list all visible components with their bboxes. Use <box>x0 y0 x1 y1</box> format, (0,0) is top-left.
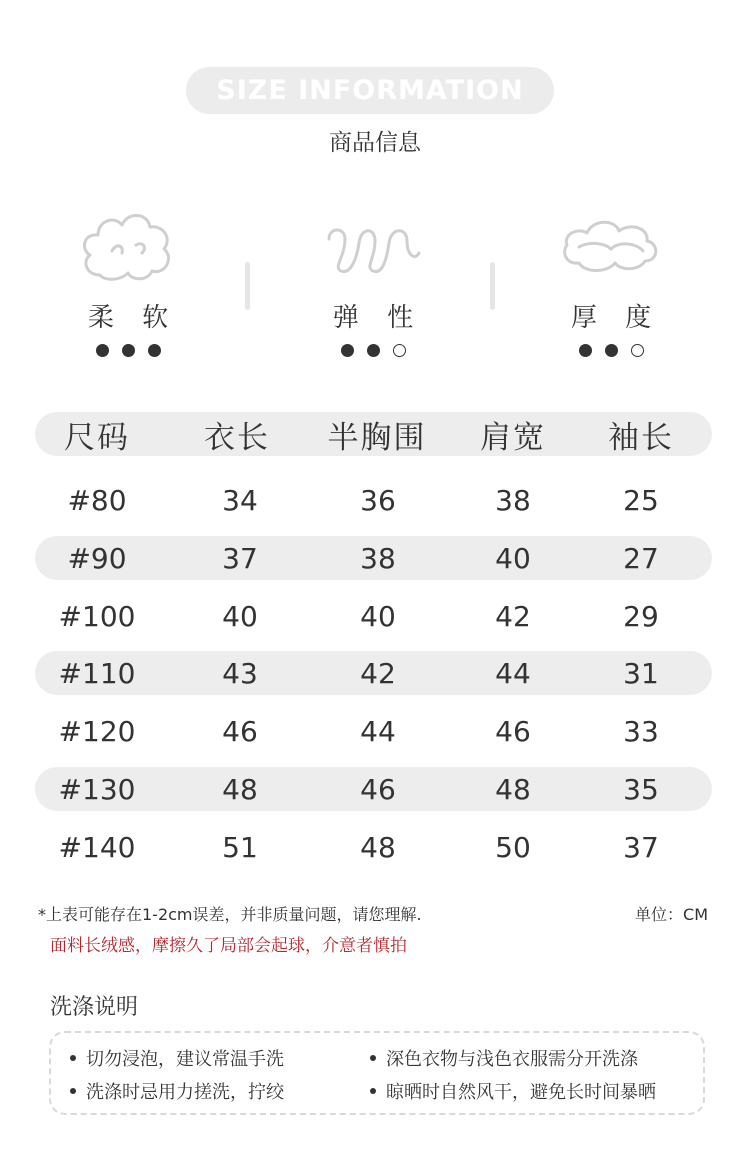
rating-dots <box>288 344 458 357</box>
value-cell: 27 <box>623 541 659 575</box>
value-cell: 38 <box>360 541 396 575</box>
size-cell: #110 <box>58 656 136 690</box>
rating-dots <box>526 344 696 357</box>
feature-divider <box>245 262 250 310</box>
feature-elasticity <box>288 205 458 357</box>
value-cell: 46 <box>495 714 531 748</box>
washing-item-text: 洗涤时忌用力搓洗，拧绞 <box>86 1082 284 1103</box>
value-cell: 34 <box>222 483 258 517</box>
measurement-error-note: *上表可能存在1-2cm误差，并非质量问题，请您理解. <box>38 905 422 924</box>
rating-dots <box>43 344 213 357</box>
value-cell: 50 <box>495 830 531 864</box>
table-row <box>35 825 712 869</box>
spring-icon <box>323 205 423 285</box>
rating-dot-empty <box>631 344 644 357</box>
table-row <box>35 478 712 522</box>
feature-softness <box>43 205 213 357</box>
value-cell: 48 <box>222 772 258 806</box>
size-cell: #80 <box>67 483 127 517</box>
rating-dot-filled <box>579 344 592 357</box>
rating-dot-filled <box>148 344 161 357</box>
value-cell: 43 <box>222 656 258 690</box>
bullet-icon <box>70 1088 76 1094</box>
column-header: 袖长 <box>608 419 674 456</box>
rating-dot-filled <box>122 344 135 357</box>
size-cell: #130 <box>58 772 136 806</box>
value-cell: 40 <box>222 599 258 633</box>
size-cell: #90 <box>67 541 127 575</box>
value-cell: 35 <box>623 772 659 806</box>
value-cell: 46 <box>222 714 258 748</box>
value-cell: 29 <box>623 599 659 633</box>
column-header: 尺码 <box>64 419 130 456</box>
size-cell: #100 <box>58 599 136 633</box>
bullet-icon <box>70 1055 76 1061</box>
size-cell: #120 <box>58 714 136 748</box>
washing-title: 洗涤说明 <box>50 995 139 1020</box>
value-cell: 40 <box>495 541 531 575</box>
rating-dot-filled <box>96 344 109 357</box>
value-cell: 25 <box>623 483 659 517</box>
value-cell: 40 <box>360 599 396 633</box>
value-cell: 37 <box>623 830 659 864</box>
cloud-icon <box>78 205 178 285</box>
table-header-row <box>35 412 712 456</box>
pilling-warning: 面料长绒感，摩擦久了局部会起球，介意者慎拍 <box>50 936 407 956</box>
washing-item <box>70 1045 284 1071</box>
column-header: 半胸围 <box>327 419 427 456</box>
washing-item <box>370 1078 656 1104</box>
layered-cloud-icon <box>559 205 663 285</box>
washing-item-text: 深色衣物与浅色衣服需分开洗涤 <box>386 1049 638 1070</box>
table-row <box>35 536 712 580</box>
bullet-icon <box>370 1055 376 1061</box>
rating-dot-filled <box>605 344 618 357</box>
size-information-banner <box>186 67 554 114</box>
value-cell: 33 <box>623 714 659 748</box>
value-cell: 36 <box>360 483 396 517</box>
washing-item-text: 晾晒时自然风干，避免长时间暴晒 <box>386 1082 656 1103</box>
washing-item <box>70 1078 284 1104</box>
value-cell: 48 <box>360 830 396 864</box>
value-cell: 38 <box>495 483 531 517</box>
rating-dot-empty <box>393 344 406 357</box>
feature-label: 厚 度 <box>570 303 662 333</box>
rating-dot-filled <box>367 344 380 357</box>
feature-thickness <box>526 205 696 357</box>
column-header: 衣长 <box>204 419 270 456</box>
washing-item-text: 切勿浸泡，建议常温手洗 <box>86 1049 284 1070</box>
feature-divider <box>490 262 495 310</box>
rating-dot-filled <box>341 344 354 357</box>
feature-label: 弹 性 <box>332 303 424 333</box>
banner-text: SIZE INFORMATION <box>216 75 524 106</box>
table-row <box>35 709 712 753</box>
value-cell: 44 <box>360 714 396 748</box>
size-cell: #140 <box>58 830 136 864</box>
bullet-icon <box>370 1088 376 1094</box>
value-cell: 37 <box>222 541 258 575</box>
value-cell: 44 <box>495 656 531 690</box>
value-cell: 42 <box>495 599 531 633</box>
value-cell: 51 <box>222 830 258 864</box>
unit-label: 单位：CM <box>635 905 708 924</box>
column-header: 肩宽 <box>480 419 546 456</box>
value-cell: 31 <box>623 656 659 690</box>
value-cell: 46 <box>360 772 396 806</box>
table-row <box>35 767 712 811</box>
table-row <box>35 651 712 695</box>
table-row <box>35 594 712 638</box>
value-cell: 48 <box>495 772 531 806</box>
feature-label: 柔 软 <box>87 303 179 333</box>
page-subtitle: 商品信息 <box>329 130 421 156</box>
washing-item <box>370 1045 638 1071</box>
value-cell: 42 <box>360 656 396 690</box>
